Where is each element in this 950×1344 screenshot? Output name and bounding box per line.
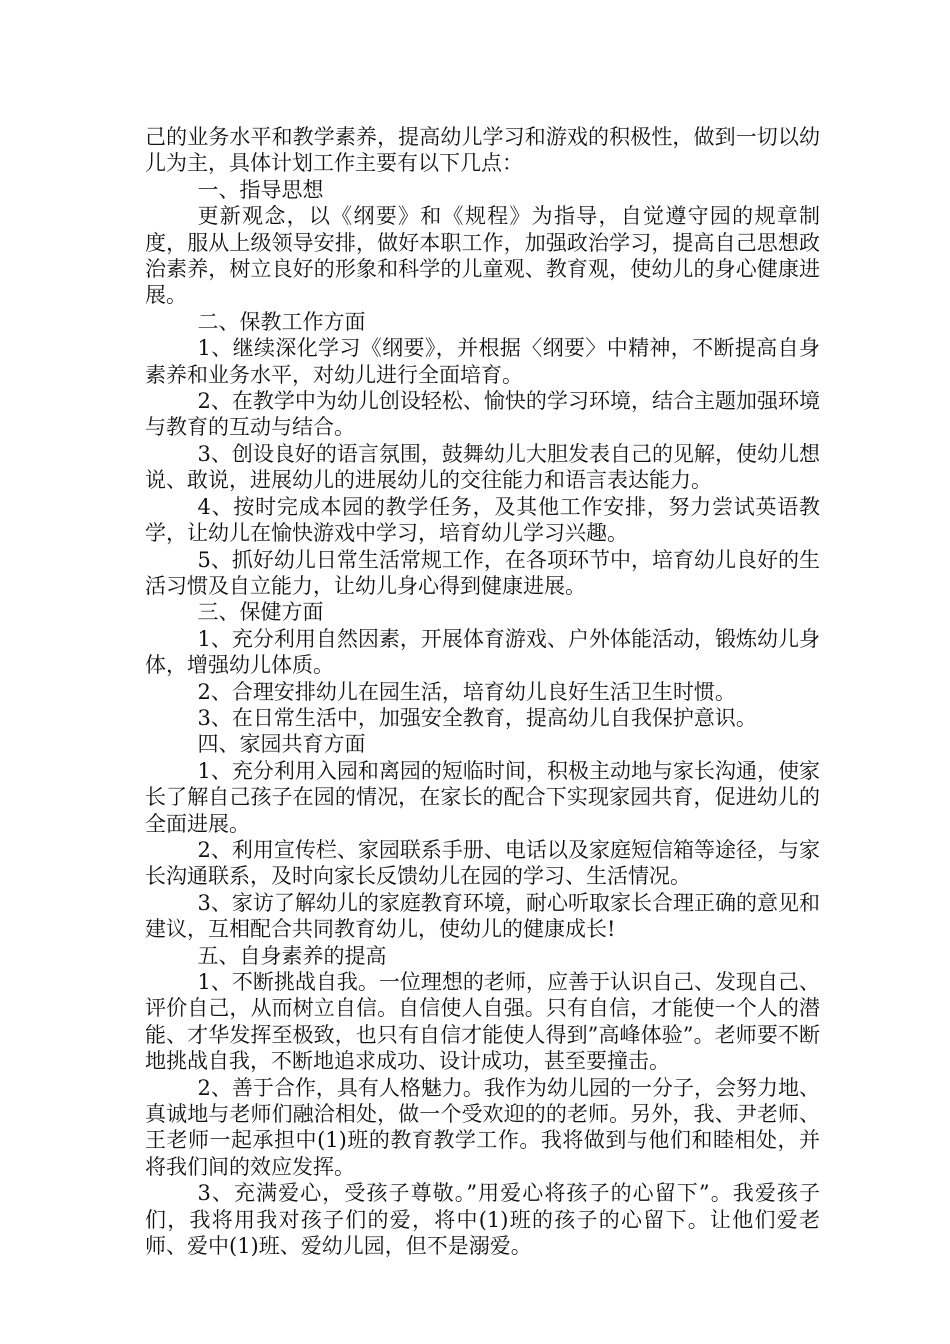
body-paragraph: 1、继续深化学习《纲要》，并根据〈纲要〉中精神，不断提高自身素养和业务水平，对幼儿进行全面培育。: [145, 336, 820, 387]
body-paragraph: 4、按时完成本园的教学任务，及其他工作安排，努力尝试英语教学，让幼儿在愉快游戏中学习，培育幼儿学习兴趣。: [145, 494, 820, 546]
document-body: [145, 124, 820, 1259]
body-paragraph: 1、充分利用入园和离园的短临时间，积极主动地与家长沟通，使家长了解自己孩子在园的情况，在家长的配合下实现家园共育，促进幼儿的全面进展。: [145, 758, 820, 836]
body-paragraph: 3、在日常生活中，加强安全教育，提高幼儿自我保护意识。: [197, 705, 757, 730]
body-paragraph: 5、抓好幼儿日常生活常规工作，在各项环节中，培育幼儿良好的生活习惯及自立能力，让幼儿身心得到健康进展。: [145, 547, 820, 598]
section-heading: 一、指导思想: [197, 177, 324, 202]
section-heading: 二、保教工作方面: [197, 309, 366, 334]
body-paragraph: 1、不断挑战自我。一位理想的老师，应善于认识自己、发现自己、评价自己，从而树立自信。自信使人自强。只有自信，才能使一个人的潜能、才华发挥至极致，也只有自信才能使人得到”高峰体验”。老师要不断地挑战自我，不断地追求成功、设计成功，甚至要撞击。: [145, 970, 820, 1074]
body-paragraph: 3、充满爱心，受孩子尊敬。”用爱心将孩子的心留下”。我爱孩子们，我将用我对孩子们的爱，将中(1)班的孩子的心留下。让他们爱老师、爱中(1)班、爱幼儿园，但不是溺爱。: [145, 1181, 820, 1259]
body-paragraph: 1、充分利用自然因素，开展体育游戏、户外体能活动，锻炼幼儿身体，增强幼儿体质。: [145, 626, 820, 678]
section-heading: 五、自身素养的提高: [197, 943, 387, 968]
body-paragraph: 3、创设良好的语言氛围，鼓舞幼儿大胆发表自己的见解，使幼儿想说、敢说，进展幼儿的进展幼儿的交往能力和语言表达能力。: [145, 441, 820, 493]
section-heading: 四、家园共育方面: [197, 732, 366, 757]
body-paragraph: 2、合理安排幼儿在园生活，培育幼儿良好生活卫生时惯。: [197, 679, 736, 704]
body-paragraph: 己的业务水平和教学素养，提高幼儿学习和游戏的积极性，做到一切以幼儿为主，具体计划工作主要有以下几点：: [145, 125, 820, 176]
body-paragraph: 2、善于合作，具有人格魅力。我作为幼儿园的一分子，会努力地、真诚地与老师们融洽相处，做一个受欢迎的的老师。另外，我、尹老师、王老师一起承担中(1)班的教育教学工作。我将做到与他们和睦相处，并将我们间的效应发挥。: [145, 1075, 820, 1179]
body-paragraph: 2、利用宣传栏、家园联系手册、电话以及家庭短信箱等途径，与家长沟通联系，及时向家长反馈幼儿在园的学习、生活情况。: [145, 837, 820, 889]
body-paragraph: 更新观念，以《纲要》和《规程》为指导，自觉遵守园的规章制度，服从上级领导安排，做好本职工作，加强政治学习，提高自己思想政治素养，树立良好的形象和科学的儿童观、教育观，使幼儿的身心健康进展。: [145, 204, 820, 308]
body-paragraph: 3、家访了解幼儿的家庭教育环境，耐心听取家长合理正确的意见和建议，互相配合共同教育幼儿，使幼儿的健康成长!: [145, 890, 820, 942]
body-paragraph: 2、在教学中为幼儿创设轻松、愉快的学习环境，结合主题加强环境与教育的互动与结合。: [145, 389, 820, 440]
section-heading: 三、保健方面: [197, 600, 324, 625]
